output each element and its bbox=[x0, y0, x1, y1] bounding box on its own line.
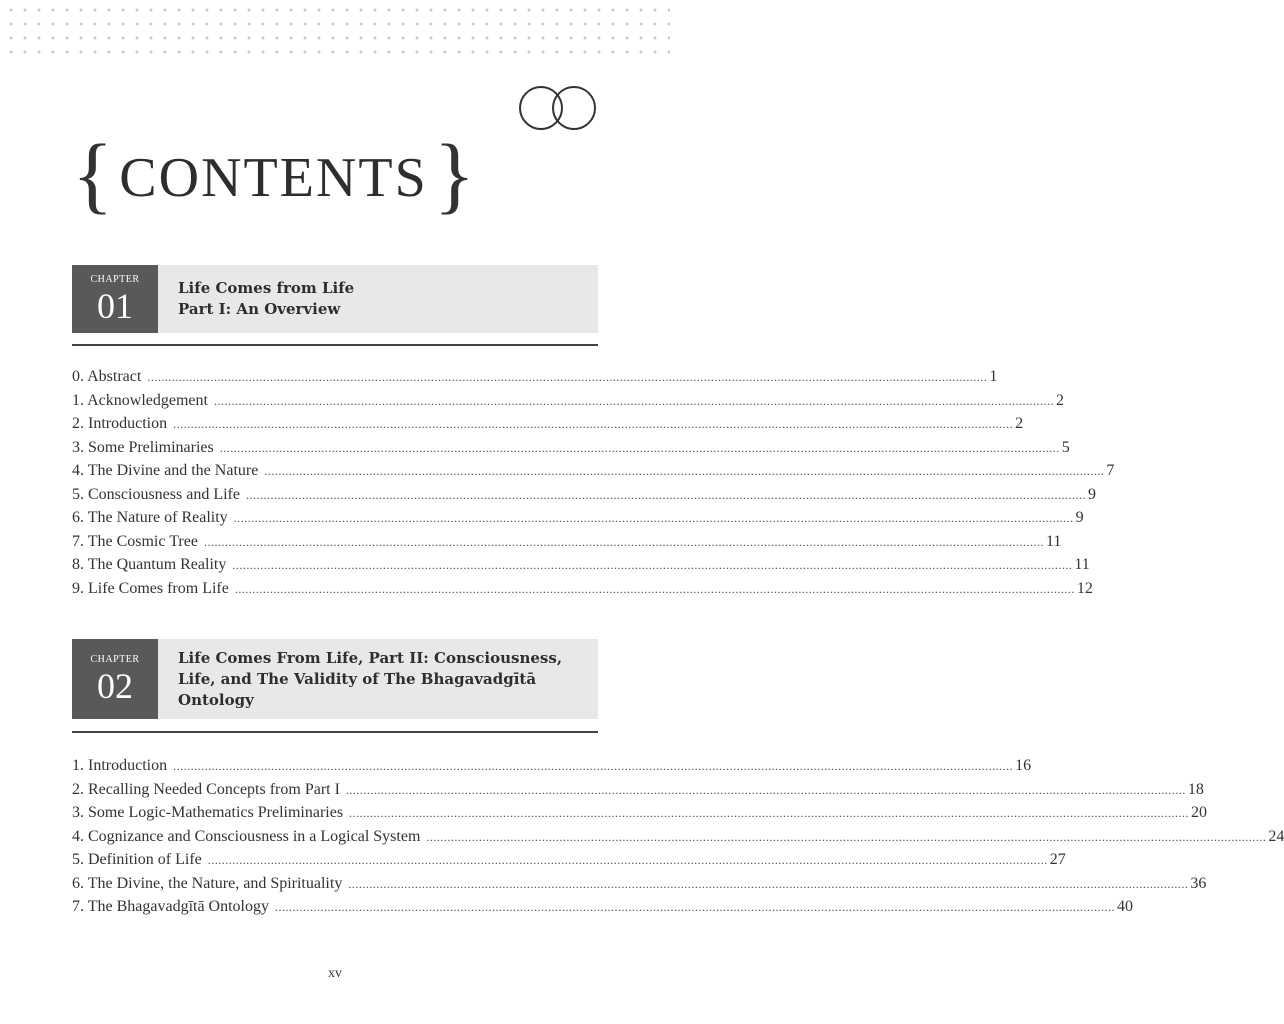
chapter-label: CHAPTER bbox=[90, 274, 140, 285]
toc-entry-page: 20 bbox=[1191, 804, 1208, 821]
toc-entry-title: 3. Some Preliminaries bbox=[72, 438, 214, 456]
dot-leader: ................................................................................................................................................................................................................................................ bbox=[275, 900, 1115, 914]
dot-leader: ................................................................................................................................................................................................................................................ bbox=[207, 853, 1048, 867]
dot-leader: ................................................................................................................................................................................................................................................ bbox=[245, 487, 1086, 502]
chapter-title-line: Ontology bbox=[178, 690, 254, 709]
chapter-number: 01 bbox=[97, 286, 133, 326]
toc-entry[interactable] bbox=[72, 757, 1032, 781]
toc-entry-title: 6. The Divine, the Nature, and Spirituality bbox=[72, 874, 343, 892]
toc-entry[interactable] bbox=[72, 556, 1090, 580]
toc-entry-page: 36 bbox=[1190, 874, 1207, 892]
chapter-divider bbox=[72, 731, 598, 733]
chapter-title-line: Life, and The Validity of The Bhagavadgītā bbox=[178, 669, 537, 688]
toc-entry-page: 40 bbox=[1117, 898, 1133, 915]
chapter-title bbox=[158, 265, 354, 333]
dot-leader: ................................................................................................................................................................................................................................................ bbox=[234, 581, 1075, 596]
toc-entry[interactable] bbox=[72, 851, 1066, 875]
toc-entry-title: 4. The Divine and the Nature bbox=[72, 462, 259, 479]
toc-entry[interactable] bbox=[72, 438, 1070, 463]
dot-leader: ................................................................................................................................................................................................................................................ bbox=[232, 558, 1073, 572]
chapter-title-line: Part I: An Overview bbox=[178, 300, 341, 318]
chapter-title bbox=[158, 639, 562, 719]
chapter-divider bbox=[72, 344, 598, 346]
toc-list-chapter-02 bbox=[72, 757, 1284, 922]
toc-entry[interactable] bbox=[72, 462, 1115, 486]
toc-entry[interactable] bbox=[72, 874, 1207, 899]
toc-entry-page: 18 bbox=[1187, 780, 1204, 798]
toc-entry-title: 7. The Bhagavadgītā Ontology bbox=[72, 898, 269, 915]
toc-entry-title: 5. Definition of Life bbox=[72, 851, 202, 868]
toc-entry[interactable] bbox=[72, 827, 1284, 852]
toc-entry-page: 2 bbox=[1055, 391, 1064, 409]
dot-pattern-header bbox=[0, 0, 670, 58]
page-number: xv bbox=[328, 966, 342, 981]
toc-entry[interactable] bbox=[72, 415, 1024, 439]
dot-leader: ................................................................................................................................................................................................................................................ bbox=[345, 782, 1186, 797]
toc-entry[interactable] bbox=[72, 391, 1064, 416]
dot-leader: ................................................................................................................................................................................................................................................ bbox=[213, 393, 1054, 408]
toc-entry-page: 9 bbox=[1087, 485, 1096, 503]
toc-entry-title: 1. Acknowledgement bbox=[72, 391, 208, 409]
toc-entry-page: 11 bbox=[1074, 556, 1090, 573]
toc-entry-title: 8. The Quantum Reality bbox=[72, 556, 227, 573]
toc-entry[interactable] bbox=[72, 368, 998, 392]
chapter-number-box bbox=[72, 639, 158, 719]
dot-leader: ................................................................................................................................................................................................................................................ bbox=[264, 464, 1105, 478]
toc-entry[interactable] bbox=[72, 579, 1093, 604]
toc-entry-title: 6. The Nature of Reality bbox=[72, 509, 228, 526]
toc-list-chapter-01 bbox=[72, 368, 1115, 603]
toc-entry-title: 4. Cognizance and Consciousness in a Logical System bbox=[72, 827, 421, 845]
toc-entry[interactable] bbox=[72, 780, 1204, 805]
dot-leader: ................................................................................................................................................................................................................................................ bbox=[147, 370, 988, 384]
toc-entry[interactable] bbox=[72, 485, 1096, 510]
chapter-title-line: Life Comes from Life bbox=[178, 279, 355, 297]
dot-leader: ................................................................................................................................................................................................................................................ bbox=[426, 829, 1267, 844]
interlocking-rings-icon bbox=[517, 84, 601, 134]
chapter-number-box bbox=[72, 265, 158, 333]
toc-entry-page: 9 bbox=[1075, 509, 1084, 526]
chapter-title-line: Life Comes From Life, Part II: Consciousness, bbox=[178, 648, 563, 667]
dot-leader: ................................................................................................................................................................................................................................................ bbox=[348, 876, 1189, 891]
toc-entry-title: 5. Consciousness and Life bbox=[72, 485, 240, 503]
toc-entry-page: 16 bbox=[1015, 757, 1032, 774]
chapter-label: CHAPTER bbox=[90, 654, 140, 665]
toc-entry[interactable] bbox=[72, 898, 1133, 922]
toc-entry-page: 12 bbox=[1076, 579, 1093, 597]
toc-entry-title: 2. Introduction bbox=[72, 415, 168, 432]
toc-entry-page: 5 bbox=[1061, 438, 1070, 456]
contents-heading bbox=[72, 126, 476, 224]
dot-leader: ................................................................................................................................................................................................................................................ bbox=[173, 417, 1014, 431]
dot-leader: ................................................................................................................................................................................................................................................ bbox=[173, 759, 1014, 773]
chapter-header-02[interactable] bbox=[72, 639, 598, 719]
toc-entry-page: 27 bbox=[1049, 851, 1066, 868]
dot-leader: ................................................................................................................................................................................................................................................ bbox=[349, 806, 1190, 820]
page-title: CONTENTS bbox=[119, 147, 428, 209]
toc-entry-page: 7 bbox=[1106, 462, 1115, 479]
toc-entry-title: 3. Some Logic-Mathematics Preliminaries bbox=[72, 804, 344, 821]
dot-leader: ................................................................................................................................................................................................................................................ bbox=[233, 511, 1074, 525]
toc-entry-page: 2 bbox=[1015, 415, 1024, 432]
dot-leader: ................................................................................................................................................................................................................................................ bbox=[219, 440, 1060, 455]
toc-entry-title: 9. Life Comes from Life bbox=[72, 579, 229, 597]
toc-entry-title: 1. Introduction bbox=[72, 757, 168, 774]
toc-entry-page: 11 bbox=[1045, 532, 1062, 550]
toc-entry[interactable] bbox=[72, 532, 1062, 557]
toc-entry-page: 1 bbox=[989, 368, 998, 385]
toc-entry[interactable] bbox=[72, 804, 1208, 828]
toc-entry-page: 24 bbox=[1268, 827, 1284, 845]
dot-leader: ................................................................................................................................................................................................................................................ bbox=[203, 534, 1044, 549]
chapter-header-01[interactable] bbox=[72, 265, 598, 333]
toc-entry-title: 7. The Cosmic Tree bbox=[72, 532, 198, 550]
toc-entry-title: 0. Abstract bbox=[72, 368, 142, 385]
toc-entry[interactable] bbox=[72, 509, 1084, 533]
close-brace: } bbox=[433, 126, 476, 222]
open-brace: { bbox=[72, 126, 114, 222]
toc-entry-title: 2. Recalling Needed Concepts from Part I bbox=[72, 780, 340, 798]
chapter-number: 02 bbox=[97, 666, 133, 706]
